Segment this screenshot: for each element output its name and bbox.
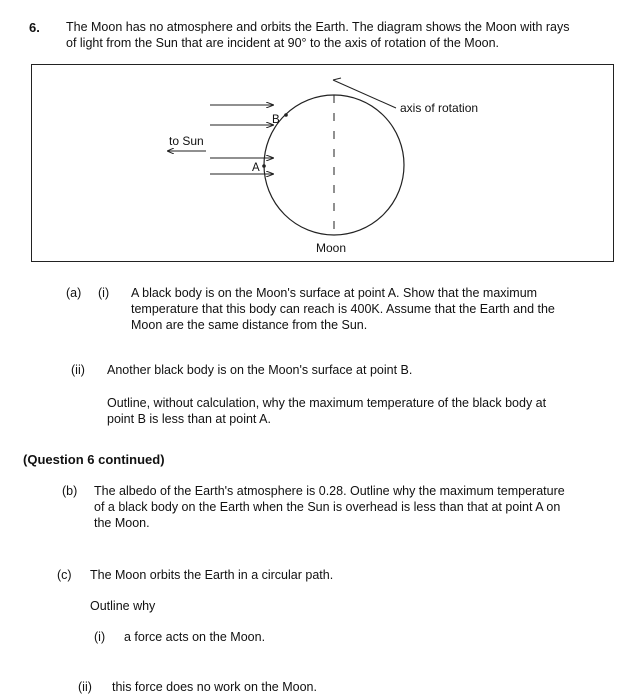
point-a-label: A: [252, 162, 260, 174]
moon-diagram: [31, 64, 614, 262]
part-c-label: (c): [57, 568, 72, 582]
part-a-ii-label: (ii): [71, 363, 85, 377]
question-intro-line-1: The Moon has no atmosphere and orbits the Earth. The diagram shows the Moon with rays: [66, 20, 570, 34]
part-a-i-line-2: temperature that this body can reach is 400K. Assume that the Earth and the: [131, 302, 555, 316]
part-b-line-3: the Moon.: [94, 516, 150, 530]
part-a-i-line-1: A black body is on the Moon's surface at point A. Show that the maximum: [131, 286, 538, 300]
part-a-ii-line-3: point B is less than at point A.: [107, 412, 271, 426]
part-b-label: (b): [62, 484, 78, 498]
to-sun-label: to Sun: [169, 134, 204, 148]
point-b-label: B: [272, 114, 280, 126]
part-b-line-2: of a black body on the Earth when the Sun is overhead is less than that at point A on: [94, 500, 561, 514]
point-b-marker: [284, 113, 288, 117]
part-c-line-1: The Moon orbits the Earth in a circular path.: [90, 568, 334, 582]
part-c-i-text: a force acts on the Moon.: [124, 630, 266, 644]
point-a-marker: [262, 164, 266, 168]
axis-of-rotation-label: axis of rotation: [400, 101, 479, 115]
part-a-i-label: (i): [98, 286, 110, 300]
part-a-i-line-3: Moon are the same distance from the Sun.: [131, 318, 368, 332]
question-number: 6.: [29, 20, 40, 35]
part-a-ii-line-1: Another black body is on the Moon's surface at point B.: [107, 363, 413, 377]
question-intro-line-2: of light from the Sun that are incident at 90° to the axis of rotation of the Moon.: [66, 36, 500, 50]
part-c-ii-text: this force does no work on the Moon.: [112, 680, 317, 694]
axis-leader-line: [333, 80, 396, 108]
part-c-i-label: (i): [94, 630, 106, 644]
moon-diagram-svg: [32, 65, 615, 263]
moon-label: Moon: [316, 241, 347, 255]
part-c-line-2: Outline why: [90, 599, 156, 613]
part-c-ii-label: (ii): [78, 680, 92, 694]
part-a-ii-line-2: Outline, without calculation, why the maximum temperature of the black body at: [107, 396, 547, 410]
part-b-line-1: The albedo of the Earth's atmosphere is 0.28. Outline why the maximum temperature: [94, 484, 565, 498]
question-continued-heading: (Question 6 continued): [23, 452, 165, 467]
part-a-label: (a): [66, 286, 82, 300]
